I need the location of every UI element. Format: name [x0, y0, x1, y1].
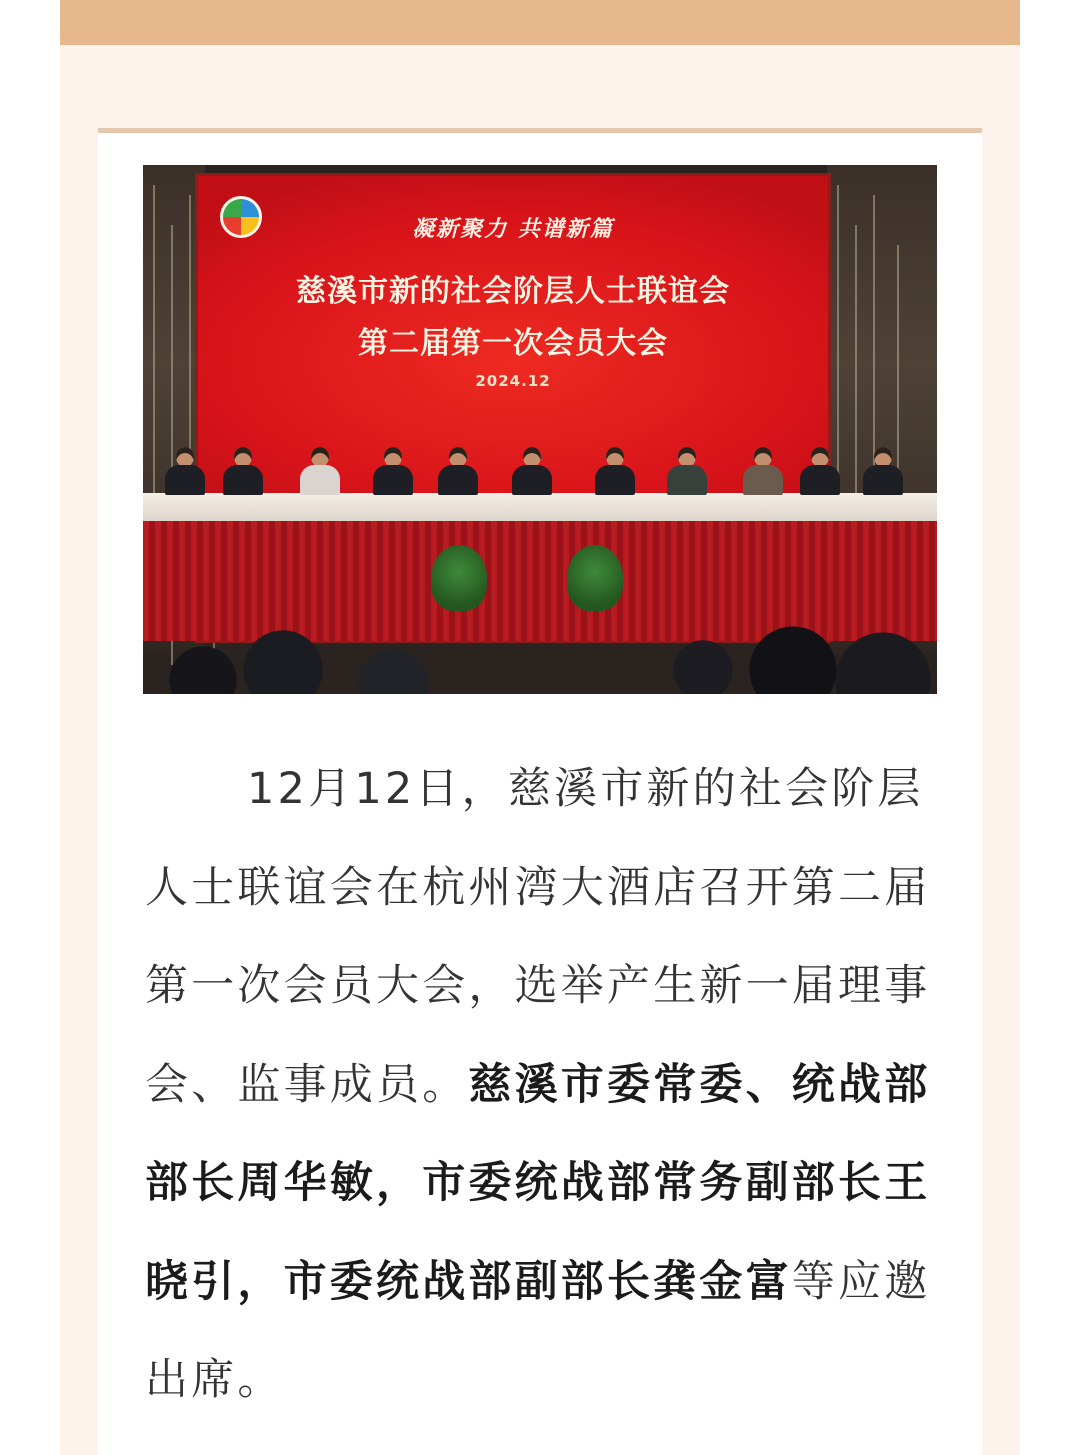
seated-person	[593, 447, 637, 495]
article-text-end: 等应邀出席。	[145, 1256, 931, 1405]
audience	[143, 520, 937, 694]
article-text: 12月12日，慈溪市新的社会阶层人士联谊会在杭州湾大酒店召开第二届第一次会员大会，选举产生新一届理事会、监事成员。	[145, 764, 931, 1110]
seated-person	[798, 447, 842, 495]
screen-date: 2024.12	[475, 372, 551, 390]
screen-title: 慈溪市新的社会阶层人士联谊会	[296, 274, 730, 309]
seated-person	[436, 447, 480, 495]
seated-person	[861, 447, 905, 495]
meeting-photo[interactable]	[143, 165, 937, 694]
card-top-rule	[98, 128, 982, 133]
article-paragraph	[145, 740, 945, 1430]
seated-person	[510, 447, 554, 495]
seated-person	[163, 447, 207, 495]
screen-subtitle: 第二届第一次会员大会	[358, 326, 668, 361]
seated-person	[665, 447, 709, 495]
screen-slogan: 凝新聚力 共谱新篇	[412, 216, 614, 242]
article-text-bold: 慈溪市委常委、统战部部长周华敏，市委统战部常务副部长王晓引，市委统战部副部长龚金富	[145, 1059, 931, 1307]
seated-person	[741, 447, 785, 495]
header-decoration-bar	[60, 0, 1020, 45]
podium-table	[143, 493, 937, 521]
seated-person	[371, 447, 415, 495]
seated-person	[298, 447, 342, 495]
seated-person	[221, 447, 265, 495]
